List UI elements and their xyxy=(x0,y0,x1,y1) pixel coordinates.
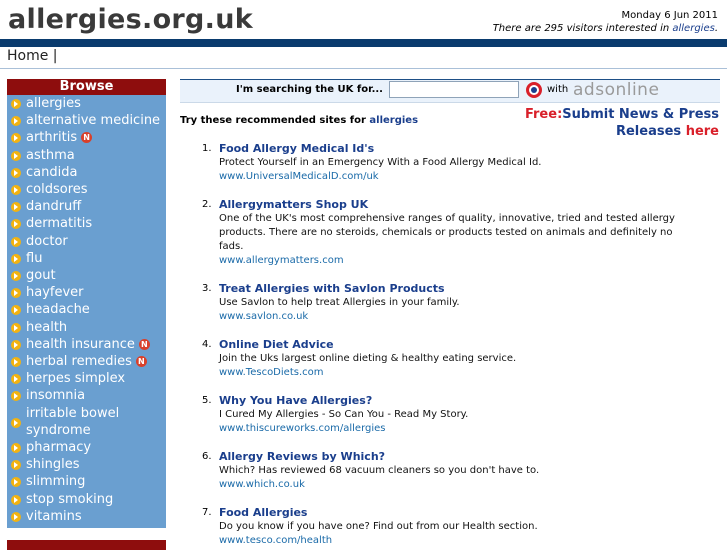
result-url-link[interactable]: www.allergymatters.com xyxy=(219,255,344,266)
result-number: 6. xyxy=(202,451,212,462)
sidebar-item-text xyxy=(26,112,160,129)
sidebar-item-text xyxy=(26,353,147,370)
result-url-link[interactable]: www.TescoDiets.com xyxy=(219,367,324,378)
result-url-link[interactable]: www.which.co.uk xyxy=(219,479,305,490)
sidebar-item[interactable] xyxy=(7,439,166,456)
new-badge-icon: N xyxy=(136,356,147,367)
visitor-count-text: There are 295 visitors interested in xyxy=(492,23,673,34)
arrow-bullet-icon xyxy=(11,116,21,126)
search-input[interactable] xyxy=(389,81,519,98)
arrow-bullet-icon xyxy=(11,185,21,195)
arrow-bullet-icon xyxy=(11,151,21,161)
promo-line-2-text: Releases xyxy=(615,124,686,139)
sidebar-item-text xyxy=(26,319,67,336)
browse-heading: Browse xyxy=(7,79,166,95)
sidebar-item[interactable] xyxy=(7,147,166,164)
sidebar-item[interactable] xyxy=(7,319,166,336)
sidebar-item-label: coldsores xyxy=(26,182,88,198)
browse-list xyxy=(7,95,166,525)
sidebar-item[interactable] xyxy=(7,456,166,473)
sidebar-item-text xyxy=(26,129,92,146)
breadcrumb-home-link[interactable]: Home xyxy=(7,48,49,64)
arrow-bullet-icon xyxy=(11,219,21,229)
sidebar-item-text xyxy=(26,439,91,456)
result-item xyxy=(180,198,720,268)
result-url-link[interactable]: www.tesco.com/health xyxy=(219,535,333,546)
sidebar-item-label: asthma xyxy=(26,147,75,163)
sidebar-item[interactable] xyxy=(7,508,166,525)
arrow-bullet-icon xyxy=(11,443,21,453)
recommend-prefix: Try these recommended sites for xyxy=(180,115,370,126)
result-item xyxy=(180,450,720,492)
result-number: 5. xyxy=(202,395,212,406)
result-url-link[interactable]: www.savlon.co.uk xyxy=(219,311,309,322)
sidebar-item-label: dandruff xyxy=(26,199,82,215)
recommend-heading xyxy=(180,115,418,126)
arrow-bullet-icon xyxy=(11,202,21,212)
sidebar-item-text xyxy=(26,181,88,198)
breadcrumb-separator: | xyxy=(48,48,58,64)
arrow-bullet-icon xyxy=(11,168,21,178)
results-list xyxy=(180,142,720,548)
current-date: Monday 6 Jun 2011 xyxy=(621,10,718,21)
sidebar-item-label: arthritis xyxy=(26,130,78,146)
sidebar-item[interactable] xyxy=(7,491,166,508)
arrow-bullet-icon xyxy=(11,271,21,281)
sidebar-item-text xyxy=(26,198,81,215)
press-release-promo[interactable] xyxy=(525,106,719,140)
arrow-bullet-icon xyxy=(11,340,21,350)
sidebar-item[interactable] xyxy=(7,405,166,439)
arrow-bullet-icon xyxy=(11,512,21,522)
visitor-topic-link[interactable]: allergies xyxy=(672,23,715,34)
visitor-count-suffix: . xyxy=(714,23,718,34)
sidebar-item[interactable] xyxy=(7,129,166,146)
site-header xyxy=(0,0,727,40)
result-number: 4. xyxy=(202,339,212,350)
sidebar-item[interactable] xyxy=(7,198,166,215)
site-logo[interactable]: allergies.org.uk xyxy=(8,4,254,35)
result-title-link[interactable]: Why You Have Allergies? xyxy=(219,394,373,407)
sidebar-item[interactable] xyxy=(7,233,166,250)
sidebar-item-label: headache xyxy=(26,302,90,318)
arrow-bullet-icon xyxy=(11,460,21,470)
sidebar-item-text xyxy=(26,164,77,181)
result-description: Which? Has reviewed 68 vacuum cleaners so you don't have to. xyxy=(219,465,540,476)
arrow-bullet-icon xyxy=(11,99,21,109)
sidebar-item[interactable] xyxy=(7,181,166,198)
result-item xyxy=(180,394,720,436)
result-title-link[interactable]: Food Allergies xyxy=(219,506,308,519)
sidebar-item-text xyxy=(26,508,82,525)
result-title-link[interactable]: Food Allergy Medical Id's xyxy=(219,142,375,155)
arrow-bullet-icon xyxy=(11,133,21,143)
arrow-bullet-icon xyxy=(11,418,21,428)
sidebar-item-text xyxy=(26,267,56,284)
result-item xyxy=(180,338,720,380)
sidebar-item-label: irritable bowel syndrome xyxy=(26,405,120,438)
sidebar-item-label: slimming xyxy=(26,474,86,490)
header-bar xyxy=(0,39,727,47)
sidebar-item[interactable] xyxy=(7,215,166,232)
new-badge-icon: N xyxy=(81,132,92,143)
sidebar-item-text xyxy=(26,473,85,490)
sidebar-item-label: dermatitis xyxy=(26,216,93,232)
sidebar-item[interactable] xyxy=(7,267,166,284)
result-item xyxy=(180,282,720,324)
sidebar-item-text xyxy=(26,456,80,473)
sidebar-item-label: alternative medicine xyxy=(26,113,161,129)
sidebar-item-label: health xyxy=(26,319,68,335)
sidebar-item-text xyxy=(26,250,42,267)
sidebar-item-label: vitamins xyxy=(26,508,82,524)
sidebar-item[interactable] xyxy=(7,301,166,318)
arrow-bullet-icon xyxy=(11,477,21,487)
result-number: 3. xyxy=(202,283,212,294)
arrow-bullet-icon xyxy=(11,254,21,264)
browse-sidebar xyxy=(7,79,166,528)
sidebar-item-text xyxy=(26,233,68,250)
sidebar-item[interactable] xyxy=(7,112,166,129)
sidebar-item-label: herpes simplex xyxy=(26,371,126,387)
promo-here-link[interactable]: here xyxy=(685,124,719,139)
result-number: 2. xyxy=(202,199,212,210)
sidebar-item-text xyxy=(26,387,85,404)
result-title-link[interactable]: Allergymatters Shop UK xyxy=(219,198,369,211)
breadcrumb xyxy=(7,48,58,64)
result-title-link[interactable]: Treat Allergies with Savlon Products xyxy=(219,282,445,295)
result-title-link[interactable]: Online Diet Advice xyxy=(219,338,334,351)
arrow-bullet-icon xyxy=(11,288,21,298)
sidebar-item[interactable] xyxy=(7,370,166,387)
arrow-bullet-icon xyxy=(11,357,21,367)
recommend-topic-link[interactable]: allergies xyxy=(369,115,419,126)
result-item xyxy=(180,506,720,548)
promo-free-label: Free: xyxy=(524,107,563,122)
promo-line-1 xyxy=(525,106,719,123)
sidebar-item-label: gout xyxy=(26,268,56,284)
result-url-link[interactable]: www.UniversalMedicalD.com/uk xyxy=(219,171,379,182)
promo-line-2 xyxy=(525,123,719,140)
sidebar-item-label: candida xyxy=(26,164,78,180)
search-with-text: with xyxy=(547,84,569,95)
sidebar-item-label: allergies xyxy=(26,96,81,111)
sidebar-item-text xyxy=(26,405,166,439)
result-number: 7. xyxy=(202,507,212,518)
adsonline-logo[interactable]: adsonline xyxy=(573,80,660,100)
sidebar-item-label: pharmacy xyxy=(26,440,92,456)
arrow-bullet-icon xyxy=(11,495,21,505)
result-url-link[interactable]: www.thiscureworks.com/allergies xyxy=(219,423,386,434)
sidebar-item-text xyxy=(26,215,92,232)
sidebar-item-label: flu xyxy=(26,250,43,266)
sidebar-item[interactable] xyxy=(7,473,166,490)
sidebar-item[interactable] xyxy=(7,95,166,112)
sidebar-item-text xyxy=(26,95,81,112)
arrow-bullet-icon xyxy=(11,305,21,315)
search-label: I'm searching the UK for... xyxy=(236,84,383,95)
result-description: Protect Yourself in an Emergency With a Food Allergy Medical Id. xyxy=(219,157,542,168)
sidebar-item[interactable] xyxy=(7,336,166,353)
sidebar-item-label: hayfever xyxy=(26,285,84,301)
sidebar-item-text xyxy=(26,491,113,508)
result-description: Do you know if you have one? Find out from our Health section. xyxy=(219,521,538,532)
sidebar-item-label: shingles xyxy=(26,457,80,473)
result-description: Use Savlon to help treat Allergies in your family. xyxy=(219,297,460,308)
arrow-bullet-icon xyxy=(11,237,21,247)
sidebar-item-label: herbal remedies xyxy=(26,354,132,370)
sidebar-item[interactable] xyxy=(7,353,166,370)
sidebar-item-label: doctor xyxy=(26,233,68,249)
sidebar-item-label: stop smoking xyxy=(26,491,114,507)
second-sidebar-heading xyxy=(7,540,166,550)
arrow-bullet-icon xyxy=(11,391,21,401)
promo-line-1-text: Submit News & Press xyxy=(562,107,719,122)
sidebar-item-text xyxy=(26,147,75,164)
sidebar-item[interactable] xyxy=(7,164,166,181)
sidebar-item-label: insomnia xyxy=(26,388,86,404)
sidebar-item[interactable] xyxy=(7,284,166,301)
result-title-link[interactable]: Allergy Reviews by Which? xyxy=(219,450,386,463)
new-badge-icon: N xyxy=(139,339,150,350)
sidebar-item[interactable] xyxy=(7,250,166,267)
result-description: Join the Uks largest online dieting & healthy eating service. xyxy=(219,353,517,364)
sidebar-item-text xyxy=(26,336,150,353)
sidebar-item-label: health insurance xyxy=(26,336,135,352)
result-number: 1. xyxy=(202,143,212,154)
result-description: I Cured My Allergies - So Can You - Read My Story. xyxy=(219,409,469,420)
search-bar xyxy=(180,79,720,103)
arrow-bullet-icon xyxy=(11,374,21,384)
visitor-count xyxy=(493,23,718,34)
sidebar-item-text xyxy=(26,301,90,318)
adsonline-target-icon[interactable] xyxy=(526,82,542,98)
result-description: One of the UK's most comprehensive ranges of quality, innovative, tried and tested allergy products. There are no steroids, chemicals or products tested on animals and definitely no fads. xyxy=(219,213,675,252)
sidebar-item-text xyxy=(26,370,125,387)
arrow-bullet-icon xyxy=(11,323,21,333)
result-item xyxy=(180,142,720,184)
divider xyxy=(0,68,727,69)
sidebar-item[interactable] xyxy=(7,387,166,404)
sidebar-item-text xyxy=(26,284,84,301)
